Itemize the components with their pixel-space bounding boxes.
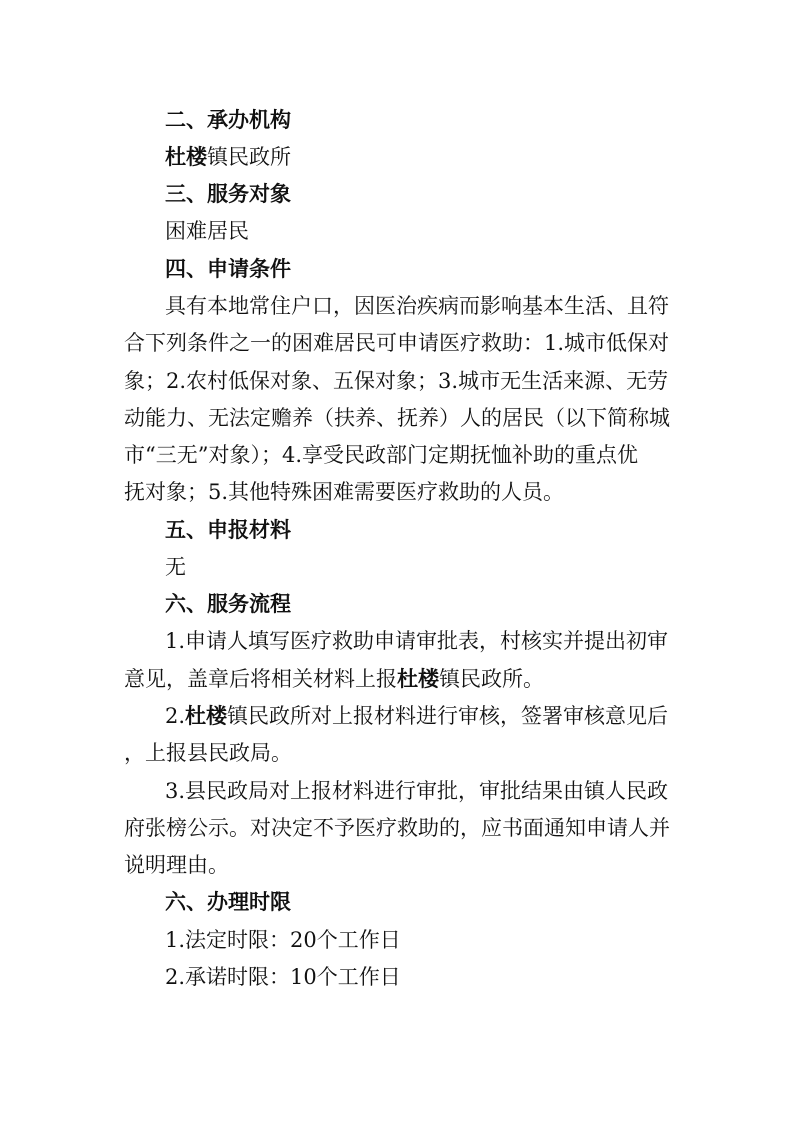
process-step2-org-bold: 杜楼 (185, 704, 228, 728)
process-step1-line2-c: 镇民政所。 (439, 667, 544, 691)
section-heading-organization: 二、承办机构 (165, 108, 291, 132)
organization-name-rest: 镇民政所 (207, 145, 291, 169)
section-heading-time-limit: 六、办理时限 (165, 890, 291, 914)
conditions-line-5: 市“三无”对象）；4.享受民政部门定期抚恤补助的重点优 (124, 443, 639, 467)
process-step1-line2-a: 意见，盖章后将相关材料上报 (124, 667, 397, 691)
organization-line (165, 143, 291, 171)
conditions-line-4: 动能力、无法定赡养（扶养、抚养）人的居民（以下简称城 (124, 406, 670, 430)
conditions-line-6: 抚对象；5.其他特殊困难需要医疗救助的人员。 (124, 480, 565, 504)
section-heading-materials: 五、申报材料 (165, 518, 291, 542)
process-step3-line2: 府张榜公示。对决定不予医疗救助的，应书面通知申请人并 (124, 816, 670, 840)
organization-name-bold: 杜楼 (165, 145, 207, 169)
process-step2-line2: ，上报县民政局。 (124, 741, 292, 765)
process-step3-line1: 3.县民政局对上报材料进行审批，审批结果由镇人民政 (165, 779, 669, 803)
service-target-text: 困难居民 (165, 219, 249, 243)
process-step1-line2 (124, 665, 544, 693)
conditions-line-1: 具有本地常住户口，因医治疾病而影响基本生活、且符 (165, 294, 669, 318)
materials-text: 无 (165, 555, 186, 579)
section-heading-conditions: 四、申请条件 (165, 257, 291, 281)
section-heading-process: 六、服务流程 (165, 592, 291, 616)
time-limit-legal: 1.法定时限：20个工作日 (165, 928, 401, 952)
process-step3-line3: 说明理由。 (124, 853, 229, 877)
process-step2-line1-rest: 镇民政所对上报材料进行审核，签署审核意见后 (227, 704, 669, 728)
process-step1-org-bold: 杜楼 (397, 667, 439, 691)
section-heading-service-target: 三、服务对象 (165, 182, 291, 206)
process-step2-line1 (165, 702, 668, 730)
conditions-line-3: 象；2.农村低保对象、五保对象；3.城市无生活来源、无劳 (124, 369, 669, 393)
process-step2-number: 2. (165, 704, 186, 728)
conditions-line-2: 合下列条件之一的困难居民可申请医疗救助：1.城市低保对 (124, 331, 670, 355)
process-step1-line1: 1.申请人填写医疗救助申请审批表，村核实并提出初审 (165, 629, 669, 653)
time-limit-promised: 2.承诺时限：10个工作日 (165, 965, 401, 989)
